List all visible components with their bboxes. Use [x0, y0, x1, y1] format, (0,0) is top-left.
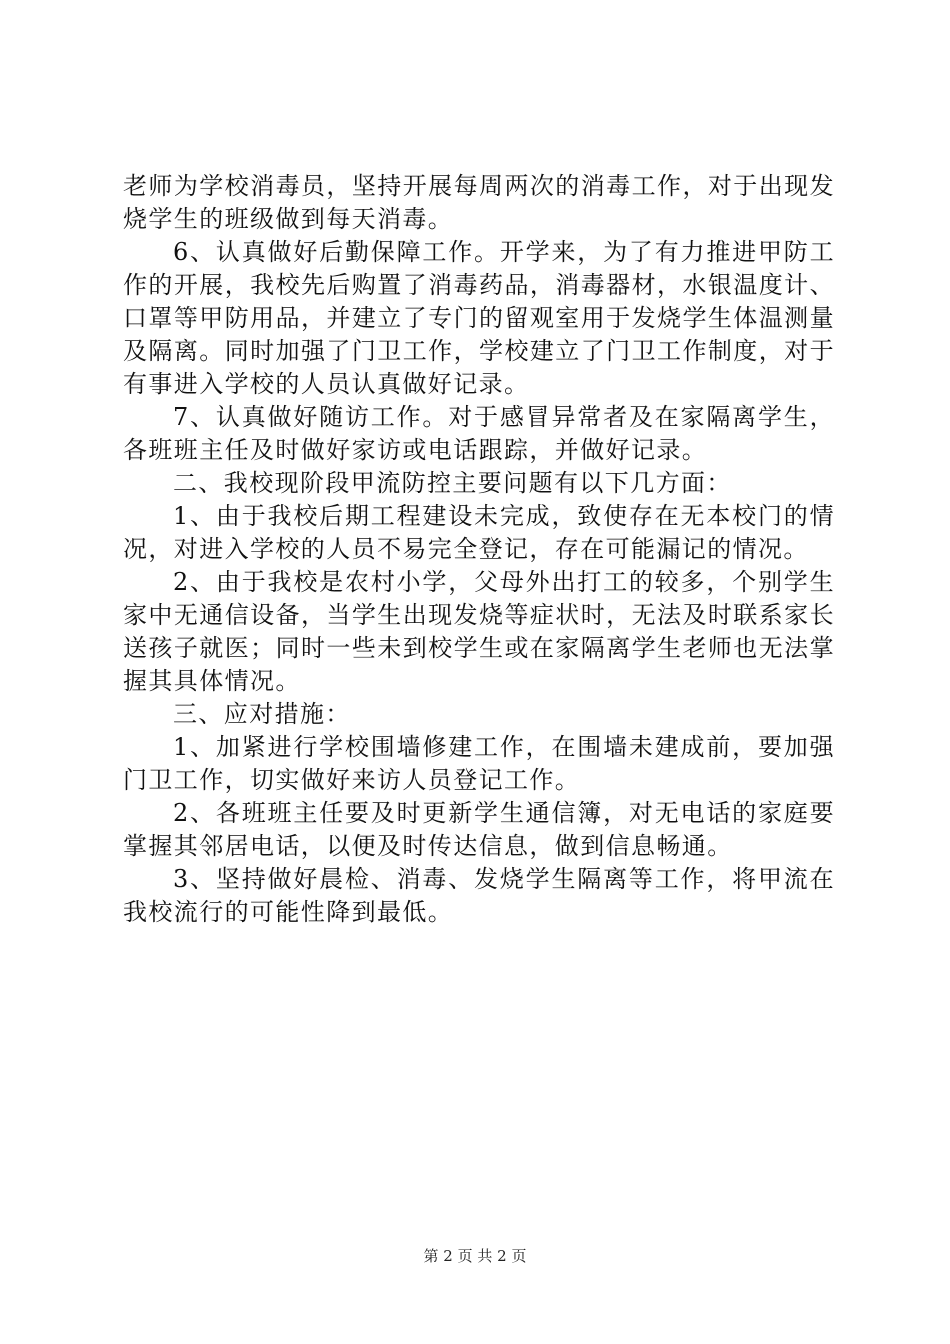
page-footer: 第 2 页 共 2 页 — [423, 1247, 527, 1265]
paragraph-item-7: 7、认真做好随访工作。对于感冒异常者及在家隔离学生，各班班主任及时做好家访或电话跟踪，并做好记录。 — [123, 403, 835, 464]
paragraph-measure-2: 2、各班班主任要及时更新学生通信簿，对无电话的家庭要掌握其邻居电话，以便及时传达信息，做到信息畅通。 — [123, 799, 835, 860]
paragraph-problem-2: 2、由于我校是农村小学，父母外出打工的较多，个别学生家中无通信设备，当学生出现发烧等症状时，无法及时联系家长送孩子就医；同时一些未到校学生或在家隔离学生老师也无法掌握其具体情况。 — [123, 568, 835, 695]
section-heading-3: 三、应对措施： — [173, 700, 351, 728]
section-heading-2: 二、我校现阶段甲流防控主要问题有以下几方面： — [173, 469, 732, 497]
document-body — [123, 170, 835, 929]
paragraph-item-6: 6、认真做好后勤保障工作。开学来，为了有力推进甲防工作的开展，我校先后购置了消毒药品，消毒器材，水银温度计、口罩等甲防用品，并建立了专门的留观室用于发烧学生体温测量及隔离。同时加强了门卫工作，学校建立了门卫工作制度，对于有事进入学校的人员认真做好记录。 — [123, 238, 835, 398]
paragraph-measure-1: 1、加紧进行学校围墙修建工作，在围墙未建成前，要加强门卫工作，切实做好来访人员登记工作。 — [123, 733, 835, 794]
paragraph-continuation: 老师为学校消毒员，坚持开展每周两次的消毒工作，对于出现发烧学生的班级做到每天消毒。 — [123, 172, 835, 233]
paragraph-problem-1: 1、由于我校后期工程建设未完成，致使存在无本校门的情况，对进入学校的人员不易完全登记，存在可能漏记的情况。 — [123, 502, 835, 563]
paragraph-measure-3: 3、坚持做好晨检、消毒、发烧学生隔离等工作，将甲流在我校流行的可能性降到最低。 — [123, 865, 835, 926]
